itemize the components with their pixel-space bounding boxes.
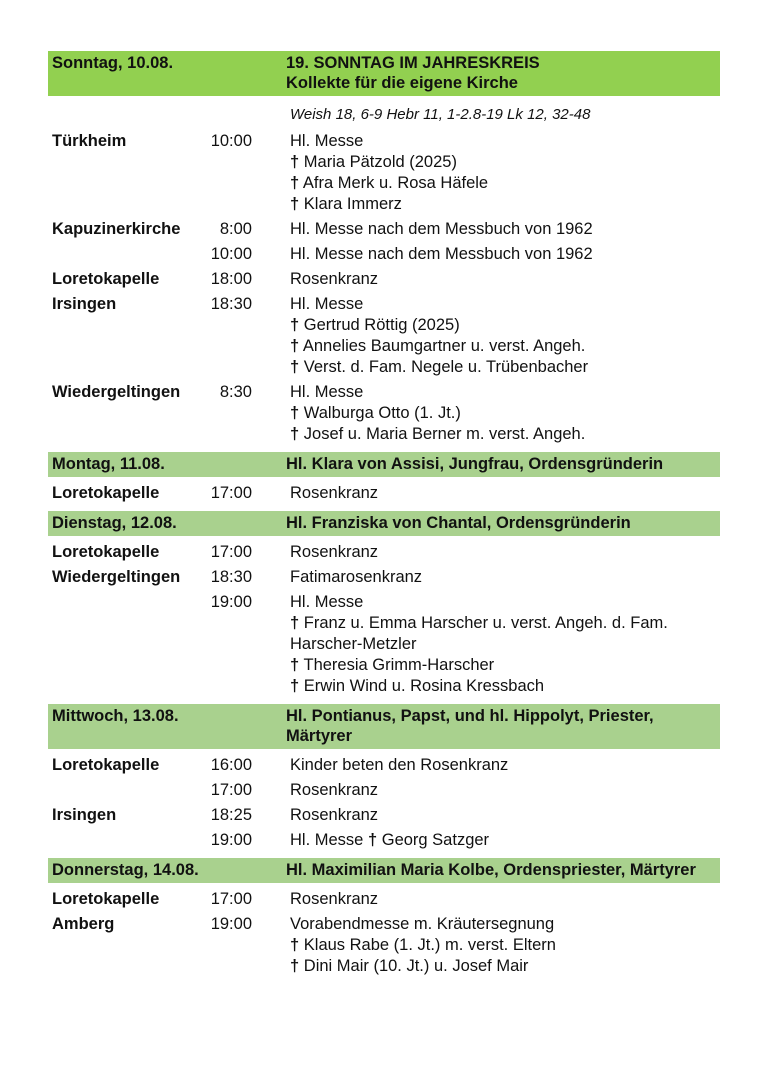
- schedule-entry: [48, 755, 720, 776]
- cross-icon: †: [290, 614, 300, 632]
- day-title: Hl. Pontianus, Papst, und hl. Hippolyt, Priester, Märtyrer: [286, 707, 654, 745]
- schedule-entry: [48, 805, 720, 826]
- scripture-readings: Weish 18, 6-9 Hebr 11, 1-2.8-19 Lk 12, 32-48: [290, 106, 591, 123]
- entry-description: [252, 382, 720, 445]
- entry-place: Loretokapelle: [52, 543, 160, 561]
- entry-time: 10:00: [210, 245, 252, 263]
- cross-icon: †: [290, 936, 300, 954]
- description-line: [290, 780, 720, 801]
- entry-place: Wiedergeltingen: [52, 383, 181, 401]
- line-text: Walburga Otto (1. Jt.): [303, 404, 461, 422]
- schedule-entry: [48, 219, 720, 240]
- cross-icon: †: [290, 316, 300, 334]
- line-suffix-text: Georg Satzger: [381, 831, 490, 849]
- line-text: Vorabendmesse m. Kräutersegnung: [290, 915, 555, 933]
- day-block: [48, 51, 720, 445]
- entry-place: Irsingen: [52, 295, 117, 313]
- entry-time: 16:00: [210, 756, 252, 774]
- entry-description: [252, 244, 720, 265]
- entry-description: [252, 592, 720, 697]
- line-text: Hl. Messe: [290, 593, 364, 611]
- description-line: [290, 956, 720, 977]
- line-text: Klaus Rabe (1. Jt.) m. verst. Eltern: [303, 936, 556, 954]
- day-header: [48, 511, 720, 536]
- entries-list: [48, 131, 720, 445]
- day-header: [48, 858, 720, 883]
- day-title-block: [286, 454, 714, 474]
- description-line: [290, 483, 720, 504]
- cross-icon: †: [290, 957, 300, 975]
- description-line: [290, 269, 720, 290]
- line-text: Fatimarosenkranz: [290, 568, 423, 586]
- cross-icon: †: [290, 404, 300, 422]
- line-text: Rosenkranz: [290, 543, 379, 561]
- schedule-page: [48, 51, 720, 984]
- cross-icon: †: [290, 195, 300, 213]
- day-date: Sonntag, 10.08.: [52, 54, 174, 72]
- description-line: [290, 244, 720, 265]
- entry-place: Loretokapelle: [52, 270, 160, 288]
- day-title: Hl. Maximilian Maria Kolbe, Ordenspriester, Märtyrer: [286, 861, 696, 879]
- day-block: [48, 452, 720, 504]
- day-date: Mittwoch, 13.08.: [52, 707, 179, 725]
- line-text: Rosenkranz: [290, 484, 379, 502]
- line-text: Hl. Messe nach dem Messbuch von 1962: [290, 220, 593, 238]
- day-title-block: [286, 513, 714, 533]
- schedule-entry: [48, 131, 720, 215]
- day-header: [48, 452, 720, 477]
- line-text: Erwin Wind u. Rosina Kressbach: [303, 677, 545, 695]
- description-line: [290, 567, 720, 588]
- day-header: [48, 51, 720, 96]
- entry-description: [252, 567, 720, 588]
- cross-icon: †: [290, 425, 300, 443]
- entry-place: Amberg: [52, 915, 115, 933]
- day-block: [48, 858, 720, 977]
- description-line: [290, 805, 720, 826]
- entries-list: [48, 755, 720, 851]
- entry-time: 18:00: [210, 270, 252, 288]
- line-text: Verst. d. Fam. Negele u. Trübenbacher: [303, 358, 589, 376]
- entry-place: Türkheim: [52, 132, 127, 150]
- description-line: [290, 676, 720, 697]
- day-block: [48, 704, 720, 851]
- schedule-entry: [48, 483, 720, 504]
- day-title: 19. SONNTAG IM JAHRESKREIS: [286, 54, 540, 72]
- schedule-entry: [48, 780, 720, 801]
- entry-description: [252, 755, 720, 776]
- description-line: [290, 152, 720, 173]
- entry-description: [252, 805, 720, 826]
- line-text: Hl. Messe nach dem Messbuch von 1962: [290, 245, 593, 263]
- day-title-block: [286, 706, 714, 746]
- line-text: Hl. Messe: [290, 295, 364, 313]
- line-text: Rosenkranz: [290, 806, 379, 824]
- entry-time: 18:30: [210, 568, 252, 586]
- line-text: Dini Mair (10. Jt.) u. Josef Mair: [303, 957, 529, 975]
- description-line: [290, 336, 720, 357]
- description-line: [290, 613, 720, 655]
- description-line: [290, 403, 720, 424]
- cross-icon: †: [290, 358, 300, 376]
- line-text: Gertrud Röttig (2025): [303, 316, 460, 334]
- entry-time: 19:00: [210, 593, 252, 611]
- entries-list: [48, 542, 720, 697]
- entry-time: 8:00: [219, 220, 252, 238]
- description-line: [290, 830, 720, 851]
- schedule-entry: [48, 542, 720, 563]
- description-line: [290, 357, 720, 378]
- line-text: Kinder beten den Rosenkranz: [290, 756, 509, 774]
- description-line: [290, 194, 720, 215]
- description-line: [290, 655, 720, 676]
- cross-icon: †: [290, 174, 300, 192]
- entry-time: 17:00: [210, 543, 252, 561]
- line-text: Franz u. Emma Harscher u. verst. Angeh. d. Fam. Harscher-Metzler: [290, 614, 668, 653]
- line-text: Klara Immerz: [303, 195, 402, 213]
- description-line: [290, 889, 720, 910]
- entry-time: 19:00: [210, 831, 252, 849]
- line-text: Hl. Messe: [290, 383, 364, 401]
- description-line: [290, 542, 720, 563]
- day-block: [48, 511, 720, 697]
- day-title: Hl. Franziska von Chantal, Ordensgründerin: [286, 514, 631, 532]
- entry-time: 17:00: [210, 484, 252, 502]
- line-text: Annelies Baumgartner u. verst. Angeh.: [302, 337, 586, 355]
- entry-place: Loretokapelle: [52, 890, 160, 908]
- entry-description: [252, 483, 720, 504]
- entry-place: Kapuzinerkirche: [52, 220, 181, 238]
- entry-time: 18:30: [210, 295, 252, 313]
- entries-list: [48, 483, 720, 504]
- schedule-entry: [48, 592, 720, 697]
- line-text: Rosenkranz: [290, 270, 379, 288]
- cross-icon: †: [290, 153, 300, 171]
- day-date: Donnerstag, 14.08.: [52, 861, 199, 879]
- line-text: Josef u. Maria Berner m. verst. Angeh.: [303, 425, 586, 443]
- description-line: [290, 382, 720, 403]
- day-date: Montag, 11.08.: [52, 455, 165, 473]
- day-header: [48, 704, 720, 749]
- entries-list: [48, 889, 720, 977]
- entry-description: [252, 780, 720, 801]
- description-line: [290, 914, 720, 935]
- entry-description: [252, 889, 720, 910]
- description-line: [290, 294, 720, 315]
- entry-description: [252, 269, 720, 290]
- schedule-entry: [48, 830, 720, 851]
- line-text: Rosenkranz: [290, 781, 379, 799]
- schedule-entry: [48, 244, 720, 265]
- entry-time: 8:30: [219, 383, 252, 401]
- day-title: Hl. Klara von Assisi, Jungfrau, Ordensgründerin: [286, 455, 664, 473]
- day-date: Dienstag, 12.08.: [52, 514, 177, 532]
- schedule-entry: [48, 294, 720, 378]
- line-text: Rosenkranz: [290, 890, 379, 908]
- entry-place: Loretokapelle: [52, 756, 160, 774]
- entry-time: 10:00: [210, 132, 252, 150]
- description-line: [290, 173, 720, 194]
- line-text: Maria Pätzold (2025): [303, 153, 457, 171]
- line-text: Afra Merk u. Rosa Häfele: [302, 174, 489, 192]
- schedule-entry: [48, 567, 720, 588]
- description-line: [290, 755, 720, 776]
- entry-place: Irsingen: [52, 806, 117, 824]
- entry-description: [252, 914, 720, 977]
- day-title-block: [286, 53, 714, 93]
- entry-time: 19:00: [210, 915, 252, 933]
- description-line: [290, 935, 720, 956]
- entry-time: 17:00: [210, 890, 252, 908]
- entry-description: [252, 131, 720, 215]
- entry-description: [252, 294, 720, 378]
- line-text: Hl. Messe: [290, 831, 364, 849]
- schedule-entry: [48, 914, 720, 977]
- schedule-entry: [48, 382, 720, 445]
- line-text: Theresia Grimm-Harscher: [303, 656, 495, 674]
- cross-icon: †: [290, 656, 300, 674]
- schedule-entry: [48, 269, 720, 290]
- entry-place: Loretokapelle: [52, 484, 160, 502]
- description-line: [290, 219, 720, 240]
- line-text: Hl. Messe: [290, 132, 364, 150]
- entry-place: Wiedergeltingen: [52, 568, 181, 586]
- description-line: [290, 592, 720, 613]
- entry-description: [252, 542, 720, 563]
- cross-icon: †: [367, 831, 378, 849]
- cross-icon: †: [290, 677, 300, 695]
- entry-time: 17:00: [210, 781, 252, 799]
- schedule-entry: [48, 889, 720, 910]
- day-subtitle: Kollekte für die eigene Kirche: [286, 74, 518, 92]
- description-line: [290, 424, 720, 445]
- cross-icon: †: [290, 337, 300, 355]
- entry-time: 18:25: [210, 806, 252, 824]
- entry-description: [252, 219, 720, 240]
- description-line: [290, 315, 720, 336]
- day-title-block: [286, 860, 714, 880]
- description-line: [290, 131, 720, 152]
- entry-description: [252, 830, 720, 851]
